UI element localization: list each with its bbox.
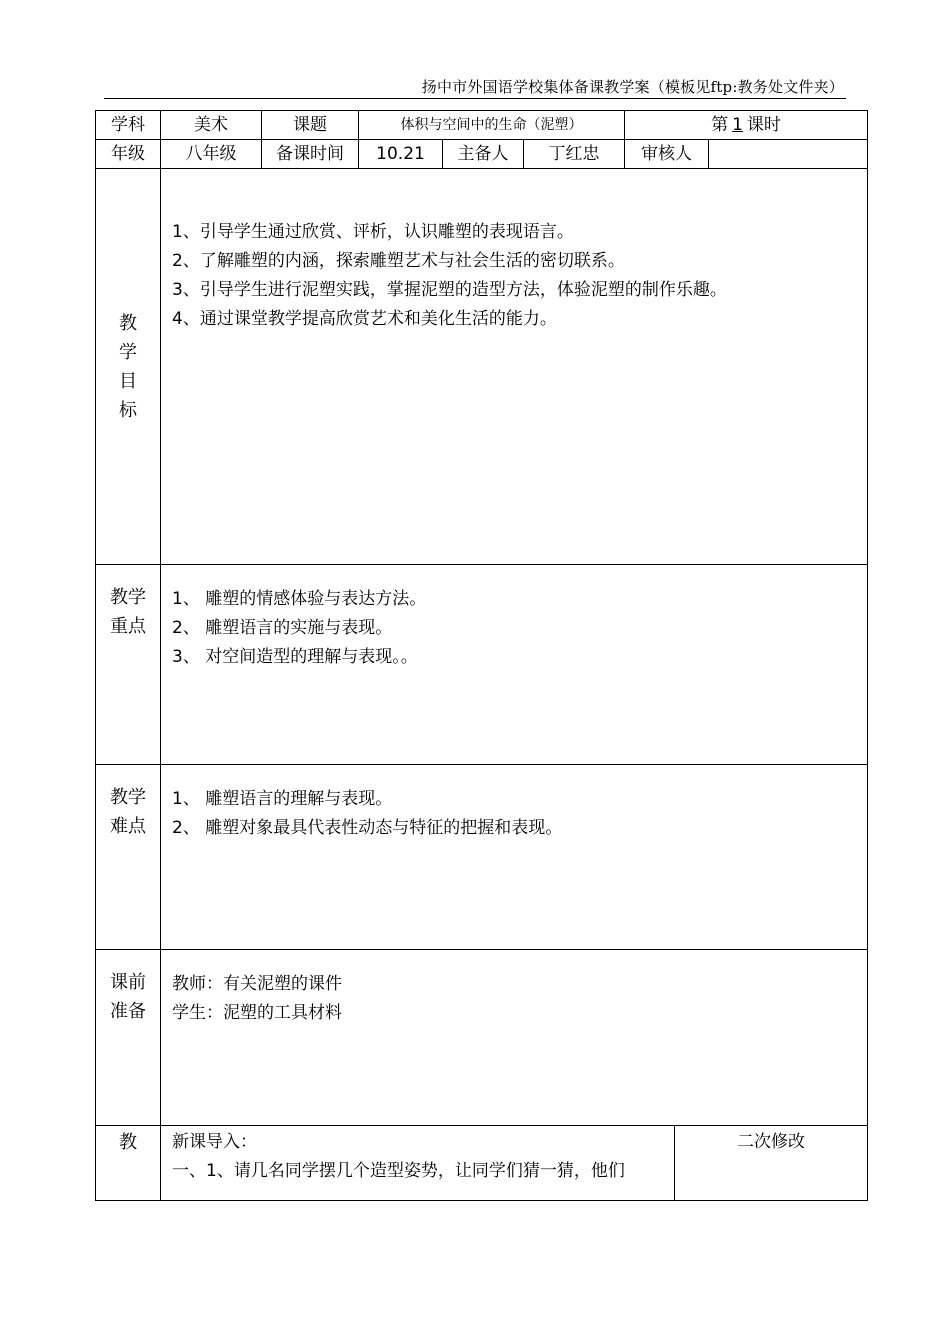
key-point-item: 1、 雕塑的情感体验与表达方法。 [172, 589, 427, 609]
preparer-value: 丁红忠 [524, 140, 625, 169]
difficulties-label-line: 难点 [110, 816, 146, 837]
objective-item: 3、引导学生进行泥塑实践，掌握泥塑的造型方法，体验泥塑的制作乐趣。 [172, 280, 727, 300]
grade-label: 年级 [96, 140, 161, 169]
preparation-content [161, 950, 868, 1126]
revision-column-label: 二次修改 [737, 1132, 805, 1152]
process-label-text: 教 [119, 1132, 137, 1153]
objectives-content [161, 169, 868, 565]
difficulties-label-line: 教学 [110, 787, 146, 808]
key-points-label-line: 重点 [110, 616, 146, 637]
reviewer-value [709, 140, 868, 169]
difficulties-label [96, 765, 161, 950]
difficulty-item: 2、 雕塑对象最具代表性动态与特征的把握和表现。 [172, 818, 563, 838]
lesson-number: 1 [732, 114, 743, 135]
process-line: 新课导入： [172, 1132, 257, 1152]
topic-label: 课题 [262, 111, 359, 140]
info-row-grade [96, 140, 868, 169]
objective-item: 4、通过课堂教学提高欣赏艺术和美化生活的能力。 [172, 309, 557, 329]
topic-value: 体积与空间中的生命（泥塑） [359, 111, 625, 140]
document-header-title: 扬中市外国语学校集体备课教学案（模板见ftp:教务处文件夹） [421, 78, 844, 96]
header-divider [104, 98, 846, 99]
key-point-item: 2、 雕塑语言的实施与表现。 [172, 618, 393, 638]
preparation-label-line: 准备 [110, 1001, 146, 1022]
process-line: 一、1、请几名同学摆几个造型姿势，让同学们猜一猜，他们 [172, 1161, 625, 1181]
preparer-label: 主备人 [443, 140, 524, 169]
preparation-item: 教师：有关泥塑的课件 [172, 974, 342, 994]
objectives-row [96, 169, 868, 565]
subject-label: 学科 [96, 111, 161, 140]
key-points-content [161, 565, 868, 765]
objectives-label-char: 标 [119, 399, 137, 421]
key-point-item: 3、 对空间造型的理解与表现。。 [172, 647, 418, 667]
process-content-area [161, 1126, 868, 1201]
objectives-label-char: 目 [119, 370, 137, 392]
objectives-label-char: 学 [119, 341, 137, 363]
process-label [96, 1126, 161, 1201]
objectives-label-char: 教 [119, 312, 137, 334]
preparation-row [96, 950, 868, 1126]
prep-time-value: 10.21 [359, 140, 443, 169]
prep-time-label: 备课时间 [262, 140, 359, 169]
key-points-label-line: 教学 [110, 587, 146, 608]
difficulties-row [96, 765, 868, 950]
key-points-label [96, 565, 161, 765]
info-row-subject [96, 111, 868, 140]
lesson-prefix: 第 [711, 114, 729, 135]
preparation-label [96, 950, 161, 1126]
difficulties-content [161, 765, 868, 950]
key-points-row [96, 565, 868, 765]
preparation-label-line: 课前 [110, 972, 146, 993]
subject-value: 美术 [161, 111, 262, 140]
lesson-suffix: 课时 [746, 114, 781, 135]
reviewer-label: 审核人 [625, 140, 709, 169]
grade-value: 八年级 [161, 140, 262, 169]
lesson-plan-table [95, 110, 868, 1201]
lesson-count [625, 111, 868, 140]
process-content [161, 1126, 675, 1200]
objective-item: 2、了解雕塑的内涵，探索雕塑艺术与社会生活的密切联系。 [172, 251, 625, 271]
preparation-item: 学生：泥塑的工具材料 [172, 1003, 342, 1023]
objectives-label [96, 169, 161, 565]
difficulty-item: 1、 雕塑语言的理解与表现。 [172, 789, 393, 809]
objective-item: 1、引导学生通过欣赏、评析，认识雕塑的表现语言。 [172, 222, 574, 242]
process-row [96, 1126, 868, 1201]
